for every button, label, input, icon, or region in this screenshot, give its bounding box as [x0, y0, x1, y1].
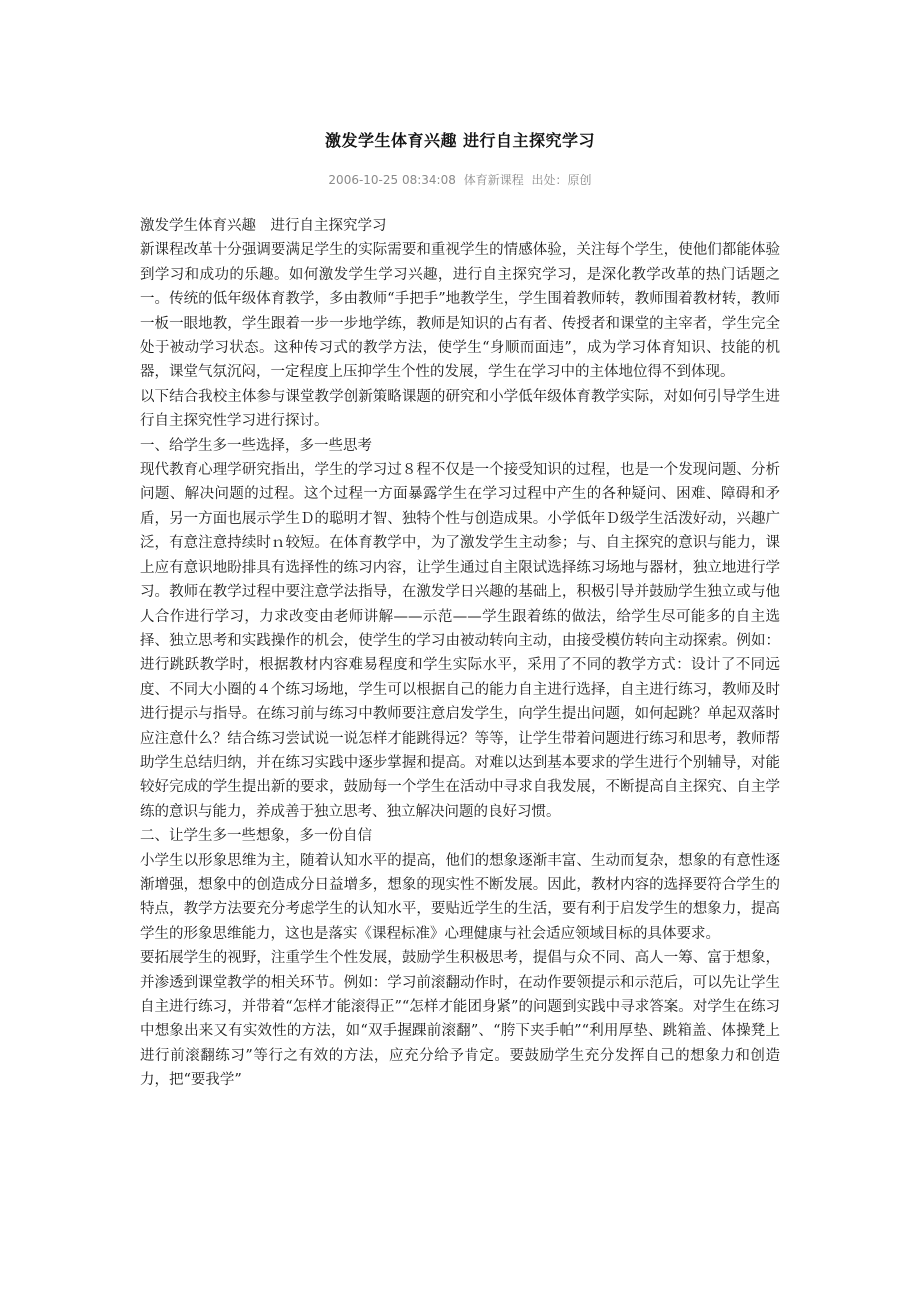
article-body [140, 214, 780, 1093]
paragraph: 要拓展学生的视野，注重学生个性发展，鼓励学生积极思考，提倡与众不同、高人一筹、富于想象，并渗透到课堂教学的相关环节。例如：学习前滚翻动作时，在动作要领提示和示范后，可以先让学生自主进行练习，并带着“怎样才能滚得正”“怎样才能团身紧”的问题到实践中寻求答案。对学生在练习中想象出来又有实效性的方法，如“双手握踝前滚翻”、“胯下夹手帕”“利用厚垫、跳箱盖、体操凳上进行前滚翻练习”等行之有效的方法，应充分给予肯定。要鼓励学生充分发挥自己的想象力和创造力，把“要我学” [140, 950, 780, 1089]
paragraph: 以下结合我校主体参与课堂教学创新策略课题的研究和小学低年级体育教学实际，对如何引导学生进行自主探究性学习进行探讨。 [140, 388, 780, 430]
section-heading: 二、让学生多一些想象，多一份自信 [140, 828, 372, 845]
publish-datetime: 2006-10-25 08:34:08 [328, 173, 456, 187]
source-label: 出处：原创 [531, 173, 592, 187]
section-heading: 一、给学生多一些选择，多一些思考 [140, 437, 372, 454]
subtitle-line: 激发学生体育兴趣 进行自主探究学习 [140, 218, 387, 234]
paragraph: 小学生以形象思维为主，随着认知水平的提高，他们的想象逐渐丰富、生动而复杂，想象的有意性逐渐增强，想象中的创造成分日益增多，想象的现实性不断发展。因此，教材内容的选择要符合学生的特点，教学方法要充分考虑学生的认知水平，要贴近学生的生活，要有利于启发学生的想象力，提高学生的形象思维能力，这也是落实《课程标准》心理健康与社会适应领域目标的具体要求。 [140, 852, 780, 942]
article-title: 激发学生体育兴趣 进行自主探究学习 [324, 131, 596, 150]
article-meta [140, 170, 780, 190]
article [140, 126, 780, 1093]
paragraph: 新课程改革十分强调要满足学生的实际需要和重视学生的情感体验，关注每个学生，使他们都能体验到学习和成功的乐趣。如何激发学生学习兴趣，进行自主探究学习，是深化教学改革的热门话题之一。传统的低年级体育教学，多由教师“手把手”地教学生，学生围着教师转，教师围着教材转，教师一板一眼地教，学生跟着一步一步地学练，教师是知识的占有者、传授者和课堂的主宰者，学生完全处于被动学习状态。这种传习式的教学方法，使学生“身顺而面违”，成为学习体育知识、技能的机器，课堂气氛沉闷，一定程度上压抑学生个性的发展，学生在学习中的主体地位得不到体现。 [140, 242, 780, 381]
category-label: 体育新课程 [463, 173, 524, 187]
paragraph: 现代教育心理学研究指出，学生的学习过８程不仅是一个接受知识的过程，也是一个发现问题、分析问题、解决问题的过程。这个过程一方面暴露学生在学习过程中产生的各种疑问、困难、障碍和矛盾，另一方面也展示学生Ｄ的聪明才智、独特个性与创造成果。小学低年Ｄ级学生活泼好动，兴趣广泛，有意注意持续时ｎ较短。在体育教学中，为了激发学生主动参；与、自主探究的意识与能力，课上应有意识地盼排具有选择性的练习内容，让学生通过自主限试选择练习场地与器材，独立地进行学习。教师在教学过程中要注意学法指导，在激发学日兴趣的基础上，积极引导并鼓励学生独立或与他人合作进行学习，力求改变由老师讲解——示范——学生跟着练的做法，给学生尽可能多的自主选择、独立思考和实践操作的机会，使学生的学习由被动转向主动，由接受模仿转向主动探索。例如：进行跳跃教学时，根据教材内容难易程度和学生实际水平，采用了不同的教学方式：设计了不同远度、不同大小圈的４个练习场地，学生可以根据自己的能力自主进行选择，自主进行练习，教师及时进行提示与指导。在练习前与练习中教师要注意启发学生，向学生提出问题，如何起跳？单起双落时应注意什么？结合练习尝试说一说怎样才能跳得远？等等，让学生带着问题进行练习和思考，教师帮助学生总结归纳，并在练习实践中逐步掌握和提高。对难以达到基本要求的学生进行个别辅导，对能较好完成的学生提出新的要求，鼓励每一个学生在活动中寻求自我发展，不断提高自主探究、自主学练的意识与能力，养成善于独立思考、独立解决问题的良好习惯。 [140, 462, 780, 820]
